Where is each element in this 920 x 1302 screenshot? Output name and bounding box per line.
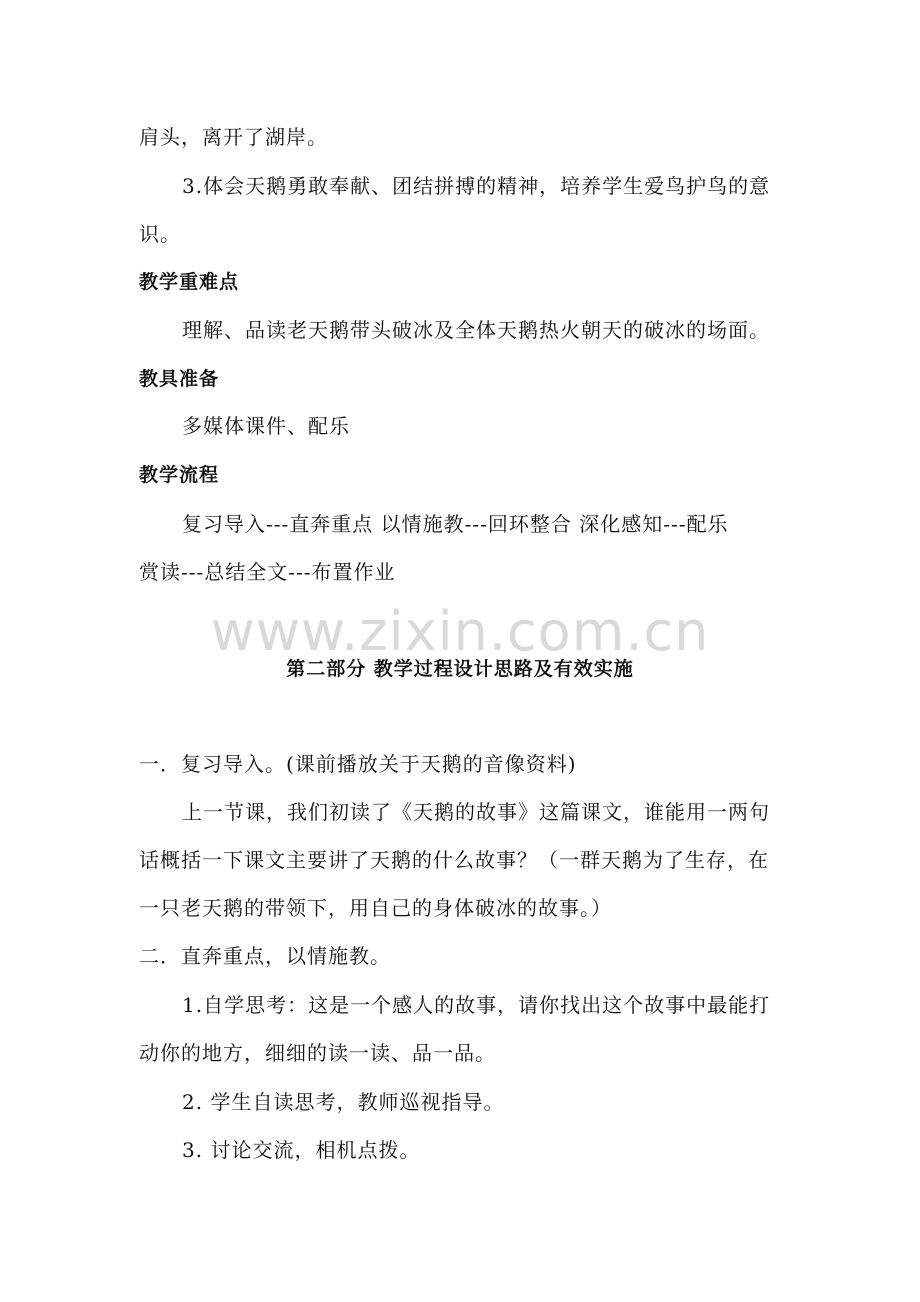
section-heading-process: 教学流程 [139, 464, 220, 486]
text-line: 2. 学生自读思考，教师巡视指导。 [182, 1090, 505, 1114]
text-line: 一．复习导入。(课前播放关于天鹅的音像资料) [139, 752, 577, 776]
text-line: 1.自学思考：这是一个感人的故事，请你找出这个故事中最能打 [182, 993, 771, 1017]
part-two-title: 第二部分 教学过程设计思路及有效实施 [286, 658, 634, 680]
watermark: www.zixin.com.cn [210, 600, 710, 663]
text-line: 一只老天鹅的带领下，用自己的身体破冰的故事。） [139, 896, 612, 920]
text-line: 上一节课，我们初读了《天鹅的故事》这篇课文，谁能用一两句 [182, 800, 770, 824]
text-line: 3.体会天鹅勇敢奉献、团结拼搏的精神，培养学生爱鸟护鸟的意 [182, 174, 771, 198]
section-heading-materials: 教具准备 [139, 368, 220, 390]
text-line: 动你的地方，细细的读一读、品一品。 [139, 1041, 496, 1065]
text-line: 识。 [139, 222, 181, 246]
section-heading-key-points: 教学重难点 [139, 271, 240, 293]
text-line: 二．直奔重点，以情施教。 [139, 944, 391, 968]
text-line: 3. 讨论交流，相机点拨。 [182, 1138, 421, 1162]
text-line: 话概括一下课文主要讲了天鹅的什么故事？（一群天鹅为了生存，在 [139, 848, 769, 872]
text-line: 肩头，离开了湖岸。 [139, 125, 328, 149]
text-line: 赏读---总结全文---布置作业 [139, 560, 396, 584]
text-line: 复习导入---直奔重点 以情施教---回环整合 深化感知---配乐 [182, 512, 729, 536]
text-line: 理解、品读老天鹅带头破冰及全体天鹅热火朝天的破冰的场面。 [182, 318, 770, 342]
text-line: 多媒体课件、配乐 [182, 414, 350, 438]
